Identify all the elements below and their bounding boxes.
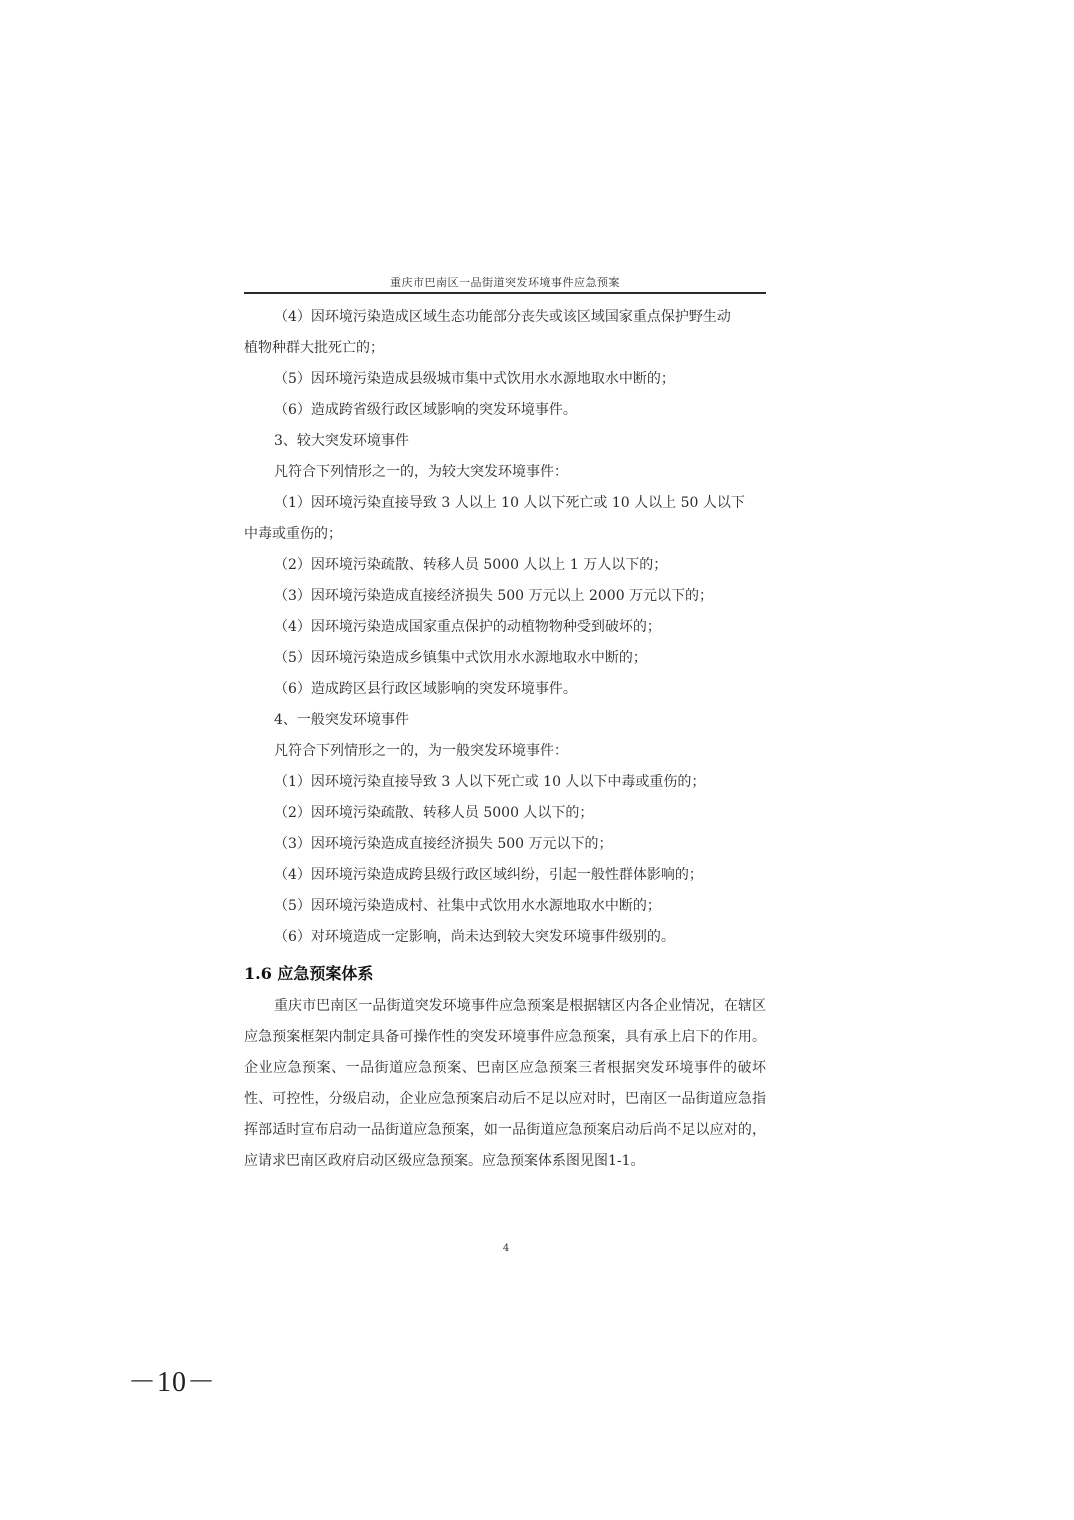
header-rule bbox=[244, 292, 766, 294]
general-event-heading: 4、一般突发环境事件 bbox=[274, 712, 409, 728]
running-header: 重庆市巴南区一品街道突发环境事件应急预案 bbox=[390, 276, 620, 289]
larger-item-2: （2）因环境污染疏散、转移人员 5000 人以上 1 万人以下的； bbox=[274, 557, 668, 573]
general-item-6: （6）对环境造成一定影响，尚未达到较大突发环境事件级别的。 bbox=[274, 929, 675, 945]
general-item-3: （3）因环境污染造成直接经济损失 500 万元以下的； bbox=[274, 836, 613, 852]
general-item-5: （5）因环境污染造成村、社集中式饮用水水源地取水中断的； bbox=[274, 898, 661, 914]
general-item-2: （2）因环境污染疏散、转移人员 5000 人以下的； bbox=[274, 805, 594, 821]
section-paragraph: 重庆市巴南区一品街道突发环境事件应急预案是根据辖区内各企业情况，在辖区应急预案框架内制定具备可操作性的突发环境事件应急预案，具有承上启下的作用。企业应急预案、一品街道应急预案、巴南区应急预案三者根据突发环境事件的破坏性、可控性，分级启动，企业应急预案启动后不足以应对时，巴南区一品街道应急指挥部适时宣布启动一品街道应急预案，如一品街道应急预案启动后尚不足以应对的，应请求巴南区政府启动区级应急预案。应急预案体系图见图1-1。 bbox=[244, 998, 766, 1169]
major-item-4: （4）因环境污染造成区域生态功能部分丧失或该区域国家重点保护野生动 bbox=[274, 309, 731, 325]
major-item-6: （6）造成跨省级行政区域影响的突发环境事件。 bbox=[274, 402, 577, 418]
larger-item-1: （1）因环境污染直接导致 3 人以上 10 人以下死亡或 10 人以上 50 人以下 bbox=[274, 495, 745, 511]
larger-item-6: （6）造成跨区县行政区域影响的突发环境事件。 bbox=[274, 681, 577, 697]
major-item-4-continued: 植物种群大批死亡的； bbox=[244, 340, 384, 356]
larger-event-heading: 3、较大突发环境事件 bbox=[274, 433, 409, 449]
section-title: 1.6 应急预案体系 bbox=[244, 964, 374, 983]
general-event-intro: 凡符合下列情形之一的，为一般突发环境事件： bbox=[274, 743, 568, 759]
general-item-1: （1）因环境污染直接导致 3 人以下死亡或 10 人以下中毒或重伤的； bbox=[274, 774, 706, 790]
major-item-5: （5）因环境污染造成县级城市集中式饮用水水源地取水中断的； bbox=[274, 371, 675, 387]
larger-item-4: （4）因环境污染造成国家重点保护的动植物物种受到破坏的； bbox=[274, 619, 661, 635]
larger-event-intro: 凡符合下列情形之一的，为较大突发环境事件： bbox=[274, 464, 568, 480]
larger-item-1-continued: 中毒或重伤的； bbox=[244, 526, 342, 542]
outer-page-number: －10－ bbox=[128, 1367, 217, 1398]
larger-item-3: （3）因环境污染造成直接经济损失 500 万元以上 2000 万元以下的； bbox=[274, 588, 714, 604]
general-item-4: （4）因环境污染造成跨县级行政区域纠纷，引起一般性群体影响的； bbox=[274, 867, 703, 883]
larger-item-5: （5）因环境污染造成乡镇集中式饮用水水源地取水中断的； bbox=[274, 650, 647, 666]
document-body bbox=[244, 302, 766, 1177]
inner-page-number: 4 bbox=[502, 1243, 510, 1254]
